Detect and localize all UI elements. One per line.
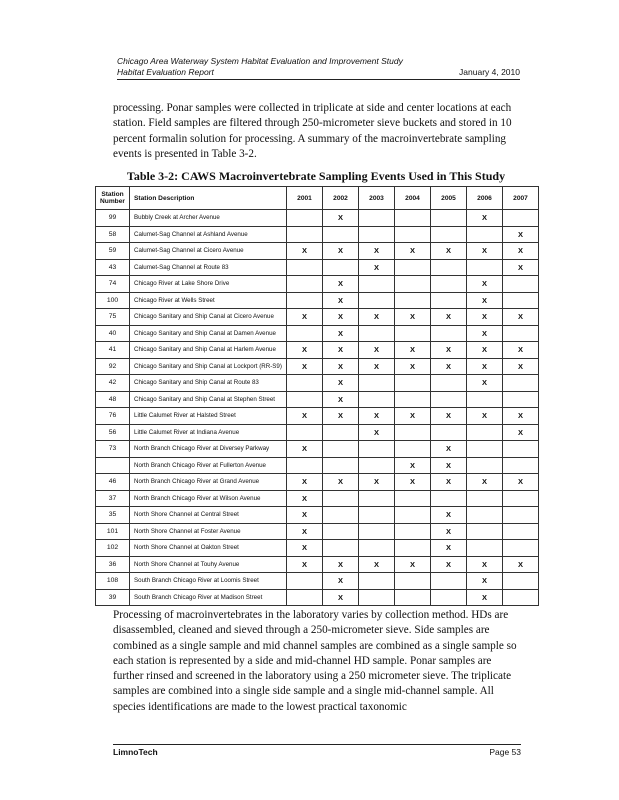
col-header: Station Number (96, 187, 130, 210)
sampling-mark-cell (503, 507, 539, 524)
sampling-mark-cell: X (323, 391, 359, 408)
sampling-mark-cell: X (503, 243, 539, 260)
sampling-mark-cell: X (467, 210, 503, 227)
sampling-mark-cell (467, 507, 503, 524)
sampling-mark-cell: X (359, 424, 395, 441)
sampling-mark-cell (359, 210, 395, 227)
table-row (96, 292, 539, 309)
sampling-mark-cell: X (467, 325, 503, 342)
table-row (96, 556, 539, 573)
table-row (96, 490, 539, 507)
col-header: Station Description (130, 187, 287, 210)
station-number-cell: 108 (96, 573, 130, 590)
sampling-mark-cell (287, 391, 323, 408)
sampling-mark-cell (503, 292, 539, 309)
table-row (96, 342, 539, 359)
sampling-mark-cell (287, 325, 323, 342)
sampling-mark-cell (287, 259, 323, 276)
sampling-mark-cell: X (395, 243, 431, 260)
sampling-mark-cell (503, 441, 539, 458)
sampling-mark-cell: X (503, 226, 539, 243)
sampling-mark-cell (503, 391, 539, 408)
header-report-title: Habitat Evaluation Report (117, 67, 214, 77)
table-row (96, 540, 539, 557)
sampling-mark-cell (467, 391, 503, 408)
sampling-mark-cell (287, 573, 323, 590)
sampling-mark-cell: X (359, 342, 395, 359)
table-row (96, 441, 539, 458)
table-row (96, 391, 539, 408)
sampling-mark-cell (359, 441, 395, 458)
sampling-mark-cell: X (323, 292, 359, 309)
sampling-mark-cell (323, 226, 359, 243)
station-description-cell: North Branch Chicago River at Diversey Parkway (130, 441, 287, 458)
station-description-cell: South Branch Chicago River at Loomis Street (130, 573, 287, 590)
sampling-mark-cell (287, 276, 323, 293)
sampling-mark-cell (323, 441, 359, 458)
sampling-mark-cell: X (359, 408, 395, 425)
sampling-mark-cell: X (323, 342, 359, 359)
processing-paragraph: Processing of macroinvertebrates in the laboratory varies by collection method. HDs are disassembled, cleaned and sieved through a 250-micrometer sieve. Side samples are combined as a single sample and mid channel samples are combined as a single sample so each station is represented by a side and mid-channel HD sample. Ponar samples are further rinsed and screened in the laboratory using a 250 micrometer sieve. The triplicate samples are combined into a single side sample and a single mid-channel sample. All species identifications are made to the lowest practical taxonomic (113, 609, 517, 713)
sampling-mark-cell (395, 573, 431, 590)
sampling-mark-cell (395, 523, 431, 540)
sampling-mark-cell (287, 589, 323, 606)
sampling-mark-cell (359, 573, 395, 590)
sampling-mark-cell (287, 210, 323, 227)
station-number-cell: 36 (96, 556, 130, 573)
station-number-cell: 35 (96, 507, 130, 524)
sampling-mark-cell (395, 490, 431, 507)
sampling-mark-cell: X (395, 556, 431, 573)
table-row (96, 226, 539, 243)
col-header: 2001 (287, 187, 323, 210)
table-row (96, 424, 539, 441)
table-row (96, 276, 539, 293)
table-row (96, 507, 539, 524)
sampling-mark-cell (359, 325, 395, 342)
sampling-mark-cell (395, 540, 431, 557)
sampling-mark-cell: X (467, 474, 503, 491)
sampling-mark-cell: X (467, 589, 503, 606)
sampling-mark-cell (503, 573, 539, 590)
station-description-cell: Bubbly Creek at Archer Avenue (130, 210, 287, 227)
sampling-mark-cell: X (431, 408, 467, 425)
station-number-cell: 99 (96, 210, 130, 227)
station-number-cell: 76 (96, 408, 130, 425)
sampling-mark-cell: X (503, 556, 539, 573)
sampling-mark-cell: X (323, 309, 359, 326)
table-row (96, 375, 539, 392)
sampling-mark-cell: X (467, 556, 503, 573)
sampling-mark-cell (323, 540, 359, 557)
sampling-mark-cell (431, 573, 467, 590)
station-number-cell (96, 457, 130, 474)
station-number-cell: 37 (96, 490, 130, 507)
sampling-mark-cell: X (503, 259, 539, 276)
sampling-mark-cell (431, 490, 467, 507)
sampling-mark-cell (287, 424, 323, 441)
sampling-mark-cell: X (323, 325, 359, 342)
sampling-mark-cell: X (287, 540, 323, 557)
sampling-mark-cell: X (323, 210, 359, 227)
sampling-mark-cell (431, 375, 467, 392)
sampling-mark-cell (503, 325, 539, 342)
station-description-cell: Chicago River at Wells Street (130, 292, 287, 309)
sampling-mark-cell: X (431, 342, 467, 359)
sampling-mark-cell (431, 226, 467, 243)
sampling-mark-cell: X (467, 358, 503, 375)
sampling-mark-cell (323, 457, 359, 474)
col-header: 2006 (467, 187, 503, 210)
station-description-cell: North Shore Channel at Foster Avenue (130, 523, 287, 540)
col-header: 2007 (503, 187, 539, 210)
header-date: January 4, 2010 (459, 67, 520, 77)
table-body (96, 210, 539, 606)
sampling-mark-cell: X (323, 243, 359, 260)
sampling-mark-cell: X (431, 457, 467, 474)
sampling-mark-cell (503, 210, 539, 227)
table-row (96, 210, 539, 227)
sampling-mark-cell: X (287, 309, 323, 326)
sampling-mark-cell: X (395, 342, 431, 359)
sampling-mark-cell (359, 276, 395, 293)
sampling-mark-cell (395, 589, 431, 606)
station-description-cell: North Shore Channel at Central Street (130, 507, 287, 524)
page-footer (113, 747, 521, 757)
station-number-cell: 102 (96, 540, 130, 557)
station-number-cell: 58 (96, 226, 130, 243)
station-description-cell: Chicago Sanitary and Ship Canal at Cicero Avenue (130, 309, 287, 326)
sampling-mark-cell: X (287, 243, 323, 260)
sampling-mark-cell: X (287, 408, 323, 425)
sampling-mark-cell: X (431, 474, 467, 491)
table-row (96, 573, 539, 590)
header-rule (117, 79, 520, 80)
sampling-mark-cell (287, 457, 323, 474)
station-description-cell: Chicago Sanitary and Ship Canal at Stephen Street (130, 391, 287, 408)
sampling-mark-cell: X (467, 573, 503, 590)
sampling-mark-cell: X (323, 375, 359, 392)
sampling-mark-cell (323, 507, 359, 524)
station-number-cell: 101 (96, 523, 130, 540)
sampling-mark-cell (467, 441, 503, 458)
sampling-mark-cell (431, 325, 467, 342)
sampling-mark-cell (359, 226, 395, 243)
sampling-mark-cell: X (359, 474, 395, 491)
table-caption: Table 3-2: CAWS Macroinvertebrate Sampling Events Used in This Study (126, 169, 506, 183)
table-row (96, 457, 539, 474)
sampling-mark-cell (503, 457, 539, 474)
table-row (96, 243, 539, 260)
sampling-mark-cell: X (323, 474, 359, 491)
station-description-cell: Chicago Sanitary and Ship Canal at Damen Avenue (130, 325, 287, 342)
sampling-mark-cell (431, 210, 467, 227)
sampling-mark-cell (359, 292, 395, 309)
col-header: 2002 (323, 187, 359, 210)
sampling-mark-cell (395, 276, 431, 293)
station-number-cell: 59 (96, 243, 130, 260)
sampling-mark-cell: X (287, 342, 323, 359)
station-number-cell: 40 (96, 325, 130, 342)
station-description-cell: North Branch Chicago River at Fullerton Avenue (130, 457, 287, 474)
sampling-mark-cell: X (503, 358, 539, 375)
station-number-cell: 100 (96, 292, 130, 309)
sampling-mark-cell: X (287, 490, 323, 507)
sampling-mark-cell (359, 375, 395, 392)
station-number-cell: 92 (96, 358, 130, 375)
sampling-mark-cell (467, 490, 503, 507)
sampling-mark-cell (287, 292, 323, 309)
station-description-cell: Little Calumet River at Indiana Avenue (130, 424, 287, 441)
table-row (96, 523, 539, 540)
sampling-mark-cell (323, 259, 359, 276)
sampling-mark-cell: X (395, 358, 431, 375)
sampling-mark-cell: X (323, 408, 359, 425)
sampling-mark-cell: X (287, 507, 323, 524)
table-row (96, 259, 539, 276)
sampling-mark-cell: X (431, 441, 467, 458)
station-description-cell: Chicago Sanitary and Ship Canal at Harlem Avenue (130, 342, 287, 359)
sampling-mark-cell: X (431, 243, 467, 260)
sampling-mark-cell: X (503, 309, 539, 326)
station-number-cell: 73 (96, 441, 130, 458)
sampling-mark-cell: X (503, 342, 539, 359)
station-number-cell: 46 (96, 474, 130, 491)
running-header (117, 56, 520, 78)
page-number: Page 53 (489, 747, 521, 757)
sampling-mark-cell (467, 226, 503, 243)
sampling-mark-cell: X (503, 474, 539, 491)
sampling-mark-cell (395, 226, 431, 243)
sampling-mark-cell: X (431, 358, 467, 375)
sampling-mark-cell (287, 226, 323, 243)
sampling-mark-cell (359, 391, 395, 408)
sampling-mark-cell: X (467, 243, 503, 260)
sampling-mark-cell (431, 276, 467, 293)
sampling-mark-cell (395, 391, 431, 408)
col-header: 2004 (395, 187, 431, 210)
station-number-cell: 39 (96, 589, 130, 606)
sampling-mark-cell: X (467, 309, 503, 326)
sampling-mark-cell: X (359, 309, 395, 326)
sampling-mark-cell: X (503, 424, 539, 441)
sampling-mark-cell: X (287, 556, 323, 573)
sampling-mark-cell (431, 424, 467, 441)
sampling-mark-cell: X (467, 276, 503, 293)
sampling-mark-cell (395, 259, 431, 276)
sampling-mark-cell (503, 490, 539, 507)
station-description-cell: Chicago Sanitary and Ship Canal at Lockport (RR-S9) (130, 358, 287, 375)
station-description-cell: Calumet-Sag Channel at Route 83 (130, 259, 287, 276)
sampling-mark-cell: X (323, 276, 359, 293)
station-description-cell: Chicago River at Lake Shore Drive (130, 276, 287, 293)
sampling-mark-cell: X (287, 358, 323, 375)
station-number-cell: 56 (96, 424, 130, 441)
sampling-mark-cell: X (395, 408, 431, 425)
col-header: 2003 (359, 187, 395, 210)
sampling-mark-cell: X (323, 556, 359, 573)
sampling-mark-cell: X (323, 358, 359, 375)
station-number-cell: 42 (96, 375, 130, 392)
sampling-mark-cell: X (467, 408, 503, 425)
sampling-mark-cell (395, 441, 431, 458)
table-row (96, 589, 539, 606)
sampling-mark-cell: X (359, 259, 395, 276)
sampling-mark-cell (323, 424, 359, 441)
sampling-mark-cell (503, 375, 539, 392)
sampling-mark-cell (503, 276, 539, 293)
table-row (96, 408, 539, 425)
station-description-cell: North Shore Channel at Touhy Avenue (130, 556, 287, 573)
sampling-mark-cell: X (431, 309, 467, 326)
sampling-mark-cell (431, 292, 467, 309)
sampling-mark-cell (431, 259, 467, 276)
table-header-row (96, 187, 539, 210)
sampling-mark-cell: X (287, 441, 323, 458)
station-description-cell: Calumet-Sag Channel at Cicero Avenue (130, 243, 287, 260)
sampling-mark-cell: X (467, 292, 503, 309)
sampling-mark-cell: X (431, 523, 467, 540)
header-study-title: Chicago Area Waterway System Habitat Evaluation and Improvement Study (117, 56, 403, 66)
table-row (96, 325, 539, 342)
sampling-mark-cell (467, 424, 503, 441)
sampling-mark-cell (431, 391, 467, 408)
sampling-mark-cell: X (503, 408, 539, 425)
sampling-mark-cell (431, 589, 467, 606)
col-header: 2005 (431, 187, 467, 210)
sampling-mark-cell (395, 210, 431, 227)
station-description-cell: Little Calumet River at Halsted Street (130, 408, 287, 425)
sampling-mark-cell (395, 325, 431, 342)
footer-brand: LimnoTech (113, 747, 158, 757)
sampling-mark-cell: X (359, 556, 395, 573)
sampling-mark-cell: X (431, 507, 467, 524)
sampling-mark-cell: X (287, 474, 323, 491)
sampling-mark-cell (359, 507, 395, 524)
sampling-events-table (95, 186, 539, 606)
station-description-cell: North Shore Channel at Oakton Street (130, 540, 287, 557)
sampling-mark-cell (359, 490, 395, 507)
sampling-mark-cell (359, 589, 395, 606)
sampling-mark-cell (503, 540, 539, 557)
table-row (96, 358, 539, 375)
table-row (96, 309, 539, 326)
sampling-mark-cell: X (395, 474, 431, 491)
sampling-mark-cell: X (395, 309, 431, 326)
sampling-mark-cell (359, 523, 395, 540)
table-row (96, 474, 539, 491)
station-number-cell: 41 (96, 342, 130, 359)
sampling-mark-cell: X (323, 589, 359, 606)
sampling-mark-cell (467, 540, 503, 557)
sampling-mark-cell (359, 540, 395, 557)
station-number-cell: 75 (96, 309, 130, 326)
sampling-mark-cell (467, 523, 503, 540)
station-description-cell: Calumet-Sag Channel at Ashland Avenue (130, 226, 287, 243)
intro-paragraph: processing. Ponar samples were collected in triplicate at side and center locations at each station. Field samples are filtered through 250-micrometer sieve buckets and stored in 10 percent formalin solution for processing. A summary of the macroinvertebrate sampling events is presented in Table 3-2. (113, 102, 512, 160)
station-description-cell: South Branch Chicago River at Madison Street (130, 589, 287, 606)
sampling-mark-cell: X (467, 375, 503, 392)
sampling-mark-cell: X (467, 342, 503, 359)
station-number-cell: 48 (96, 391, 130, 408)
sampling-mark-cell: X (359, 358, 395, 375)
sampling-mark-cell (503, 523, 539, 540)
sampling-mark-cell (323, 490, 359, 507)
sampling-mark-cell (359, 457, 395, 474)
sampling-mark-cell (395, 424, 431, 441)
sampling-mark-cell: X (431, 556, 467, 573)
sampling-mark-cell (395, 507, 431, 524)
sampling-mark-cell (395, 375, 431, 392)
sampling-mark-cell (467, 259, 503, 276)
sampling-mark-cell: X (287, 523, 323, 540)
sampling-mark-cell (467, 457, 503, 474)
station-number-cell: 43 (96, 259, 130, 276)
sampling-mark-cell: X (395, 457, 431, 474)
sampling-mark-cell: X (359, 243, 395, 260)
station-description-cell: North Branch Chicago River at Grand Avenue (130, 474, 287, 491)
sampling-mark-cell (287, 375, 323, 392)
footer-rule (113, 744, 521, 745)
station-description-cell: Chicago Sanitary and Ship Canal at Route 83 (130, 375, 287, 392)
station-description-cell: North Branch Chicago River at Wilson Avenue (130, 490, 287, 507)
sampling-mark-cell (503, 589, 539, 606)
sampling-mark-cell: X (431, 540, 467, 557)
sampling-mark-cell (395, 292, 431, 309)
sampling-mark-cell (323, 523, 359, 540)
station-number-cell: 74 (96, 276, 130, 293)
sampling-mark-cell: X (323, 573, 359, 590)
